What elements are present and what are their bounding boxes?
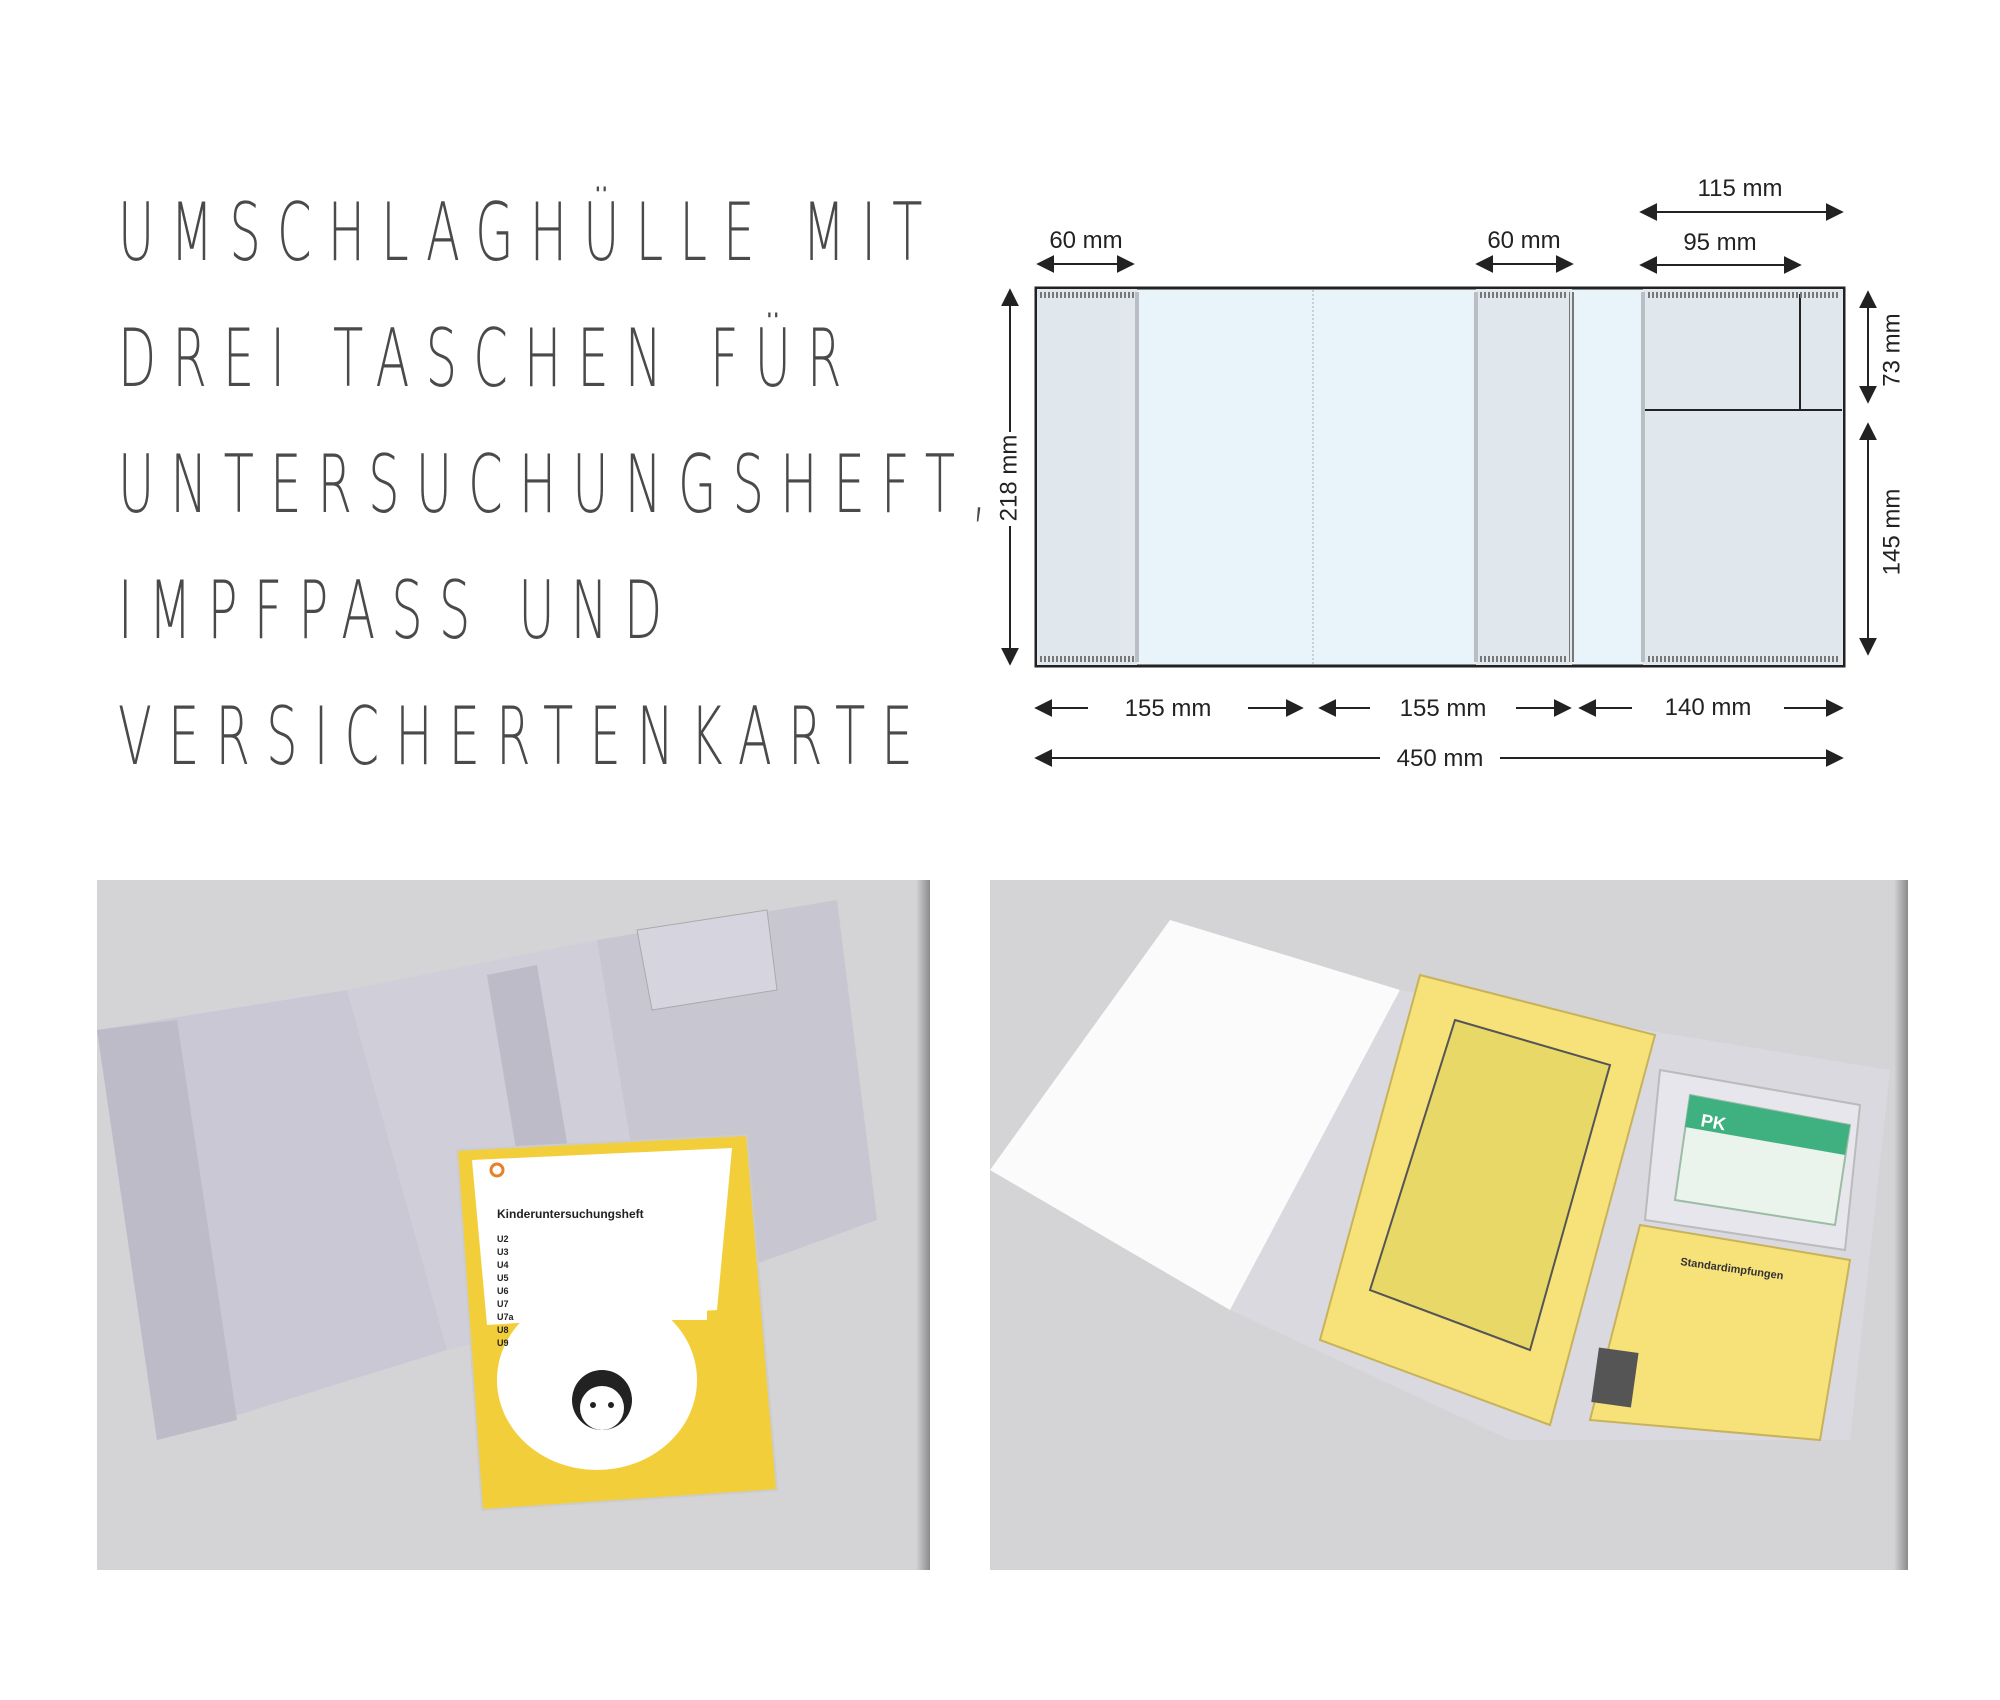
stitch-bottom-right xyxy=(1647,656,1839,662)
photo-right-shadow xyxy=(1894,880,1908,1570)
dim-label-height: 218 mm xyxy=(995,434,1023,522)
headline-line-3: UNTERSUCHUNGSHEFT, xyxy=(118,438,1004,531)
headline-line-5: VERSICHERTENKARTE xyxy=(118,690,929,783)
insurance-card-label: PK xyxy=(1699,1110,1728,1135)
vaccination-pass-barcode xyxy=(1591,1347,1638,1407)
right-flap xyxy=(1476,289,1572,665)
dim-label-flap-right: 60 mm xyxy=(1487,227,1561,254)
booklet-title: Kinderuntersuchungsheft xyxy=(497,1207,644,1221)
stitch-top-mid xyxy=(1480,292,1566,298)
photo-left-illustration xyxy=(97,880,930,1570)
exam-code-u7: U7 xyxy=(497,1299,509,1309)
dim-label-upper-pocket: 73 mm xyxy=(1878,313,1906,387)
dim-label-pocket-outer: 115 mm xyxy=(1697,175,1783,202)
exam-code-u5: U5 xyxy=(497,1273,509,1283)
exam-code-u2: U2 xyxy=(497,1234,509,1244)
headline-line-1: UMSCHLAGHÜLLE MIT xyxy=(118,186,939,279)
headline-line-2: DREI TASCHEN FÜR xyxy=(118,312,858,405)
dim-label-flap-left: 60 mm xyxy=(1049,227,1123,254)
stitch-top-left xyxy=(1040,292,1134,298)
photo-cover-with-booklet xyxy=(97,880,930,1570)
photo-cover-with-documents xyxy=(990,880,1908,1570)
exam-booklet xyxy=(457,1135,777,1510)
dim-label-panel-middle: 155 mm xyxy=(1399,695,1487,722)
dim-label-lower-pocket: 145 mm xyxy=(1878,488,1906,576)
stitch-bottom-left xyxy=(1040,656,1134,662)
headline-line-4: IMPFPASS UND xyxy=(118,564,679,657)
exam-code-u9: U9 xyxy=(497,1338,509,1348)
dim-label-pocket-inner: 95 mm xyxy=(1683,229,1757,256)
dim-label-panel-left: 155 mm xyxy=(1124,695,1212,722)
headline xyxy=(118,170,1004,800)
card-pocket-panel xyxy=(1643,289,1843,665)
vaccination-pass-title: Standardimpfungen xyxy=(1679,1256,1785,1283)
dimension-diagram xyxy=(980,150,1920,790)
stitch-bottom-mid xyxy=(1480,656,1566,662)
exam-code-u7a: U7a xyxy=(497,1312,514,1322)
right-flap-seam xyxy=(1569,292,1574,662)
exam-code-u8: U8 xyxy=(497,1325,509,1335)
photo-right-illustration xyxy=(990,880,1908,1570)
exam-code-u6: U6 xyxy=(497,1286,509,1296)
dim-label-panel-right: 140 mm xyxy=(1664,694,1752,721)
stitch-top-right xyxy=(1647,292,1839,298)
dim-label-total-width: 450 mm xyxy=(1396,745,1484,772)
exam-code-u3: U3 xyxy=(497,1247,509,1257)
photo-left-shadow xyxy=(916,880,930,1570)
left-flap xyxy=(1037,289,1137,665)
exam-code-u4: U4 xyxy=(497,1260,509,1270)
